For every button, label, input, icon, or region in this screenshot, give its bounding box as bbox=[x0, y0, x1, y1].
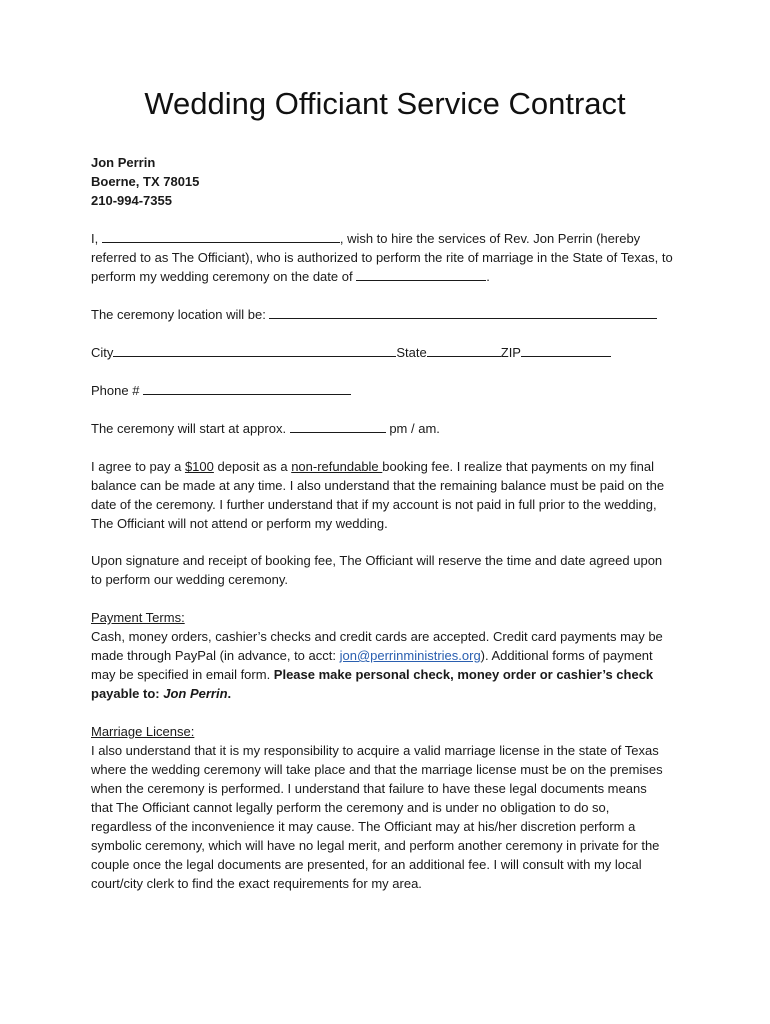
start-time-line bbox=[91, 419, 681, 438]
document-title: Wedding Officiant Service Contract bbox=[144, 86, 626, 121]
contact-name: Jon Perrin bbox=[91, 155, 156, 170]
start-time-suffix: pm / am. bbox=[385, 421, 440, 436]
zip-field[interactable] bbox=[521, 343, 611, 357]
deposit-amount: $100 bbox=[184, 459, 214, 474]
intro-paragraph: I, , wish to hire the services of Rev. Jon Perrin (hereby referred to as The Officiant), who is authorized to perform the rite of marriage in the State of Texas, to perform my wedding ceremony on the date of . bbox=[91, 231, 673, 284]
payment-terms-text: Cash, money orders, cashier’s checks and credit cards are accepted. Credit card payments may be made through PayPal (in advance, to acct: jon@perrinministries.org). Additional forms of payment may be specified in email form. Please make personal check, money order or cashier’s check payable to: Jon Perrin. bbox=[91, 629, 663, 701]
start-time-field[interactable] bbox=[290, 419, 386, 433]
deposit-paragraph: I agree to pay a $100 deposit as a non-refundable booking fee. I realize that payments on my final balance can be made at any time. I also understand that the remaining balance must be paid on the date of the ceremony. I further understand that if my account is not paid in full prior to the wedding, The Officiant will not attend or perform my wedding. bbox=[91, 459, 665, 531]
ceremony-date-field[interactable] bbox=[356, 267, 486, 281]
city-field[interactable] bbox=[113, 343, 396, 357]
non-refundable-text: non-refundable bbox=[291, 459, 383, 474]
phone-line bbox=[91, 381, 681, 400]
client-name-field[interactable] bbox=[102, 229, 340, 243]
marriage-license-section bbox=[91, 722, 671, 893]
location-line bbox=[91, 305, 681, 324]
start-time-label: The ceremony will start at approx. bbox=[91, 421, 290, 436]
state-label: State bbox=[396, 345, 427, 360]
contact-city-state: Boerne, TX 78015 bbox=[91, 174, 200, 189]
state-field[interactable] bbox=[427, 343, 501, 357]
payment-terms-section bbox=[91, 608, 676, 703]
marriage-license-text: I also understand that it is my responsibility to acquire a valid marriage license in the state of Texas where the wedding ceremony will take place and that the marriage license must be on the premises when the ceremony is performed. I understand that failure to have these legal documents means that The Officiant cannot legally perform the ceremony and is under no obligation to do so, regardless of the inconvenience it may cause. The Officiant may at his/her discretion perform a symbolic ceremony, which will have no legal merit, and perform another ceremony in private for the couple once the legal documents are presented, for an additional fee. I will consult with my local court/city clerk to find the exact requirements for my area. bbox=[91, 743, 663, 891]
signature-paragraph: Upon signature and receipt of booking fee, The Officiant will reserve the time and date agreed upon to perform our wedding ceremony. bbox=[91, 553, 663, 587]
zip-label: ZIP bbox=[500, 345, 521, 360]
payment-terms-heading: Payment Terms: bbox=[91, 610, 185, 625]
phone-label: Phone # bbox=[91, 383, 144, 398]
city-label: City bbox=[91, 345, 114, 360]
marriage-license-heading: Marriage License: bbox=[91, 724, 195, 739]
location-label: The ceremony location will be: bbox=[91, 307, 270, 322]
email-link[interactable]: jon@perrinministries.org bbox=[339, 648, 481, 663]
payee-name: Jon Perrin bbox=[163, 686, 228, 701]
contact-phone: 210-994-7355 bbox=[91, 193, 172, 208]
location-field[interactable] bbox=[269, 305, 657, 319]
contact-block bbox=[91, 153, 681, 210]
address-line bbox=[91, 343, 681, 362]
phone-field[interactable] bbox=[143, 381, 351, 395]
